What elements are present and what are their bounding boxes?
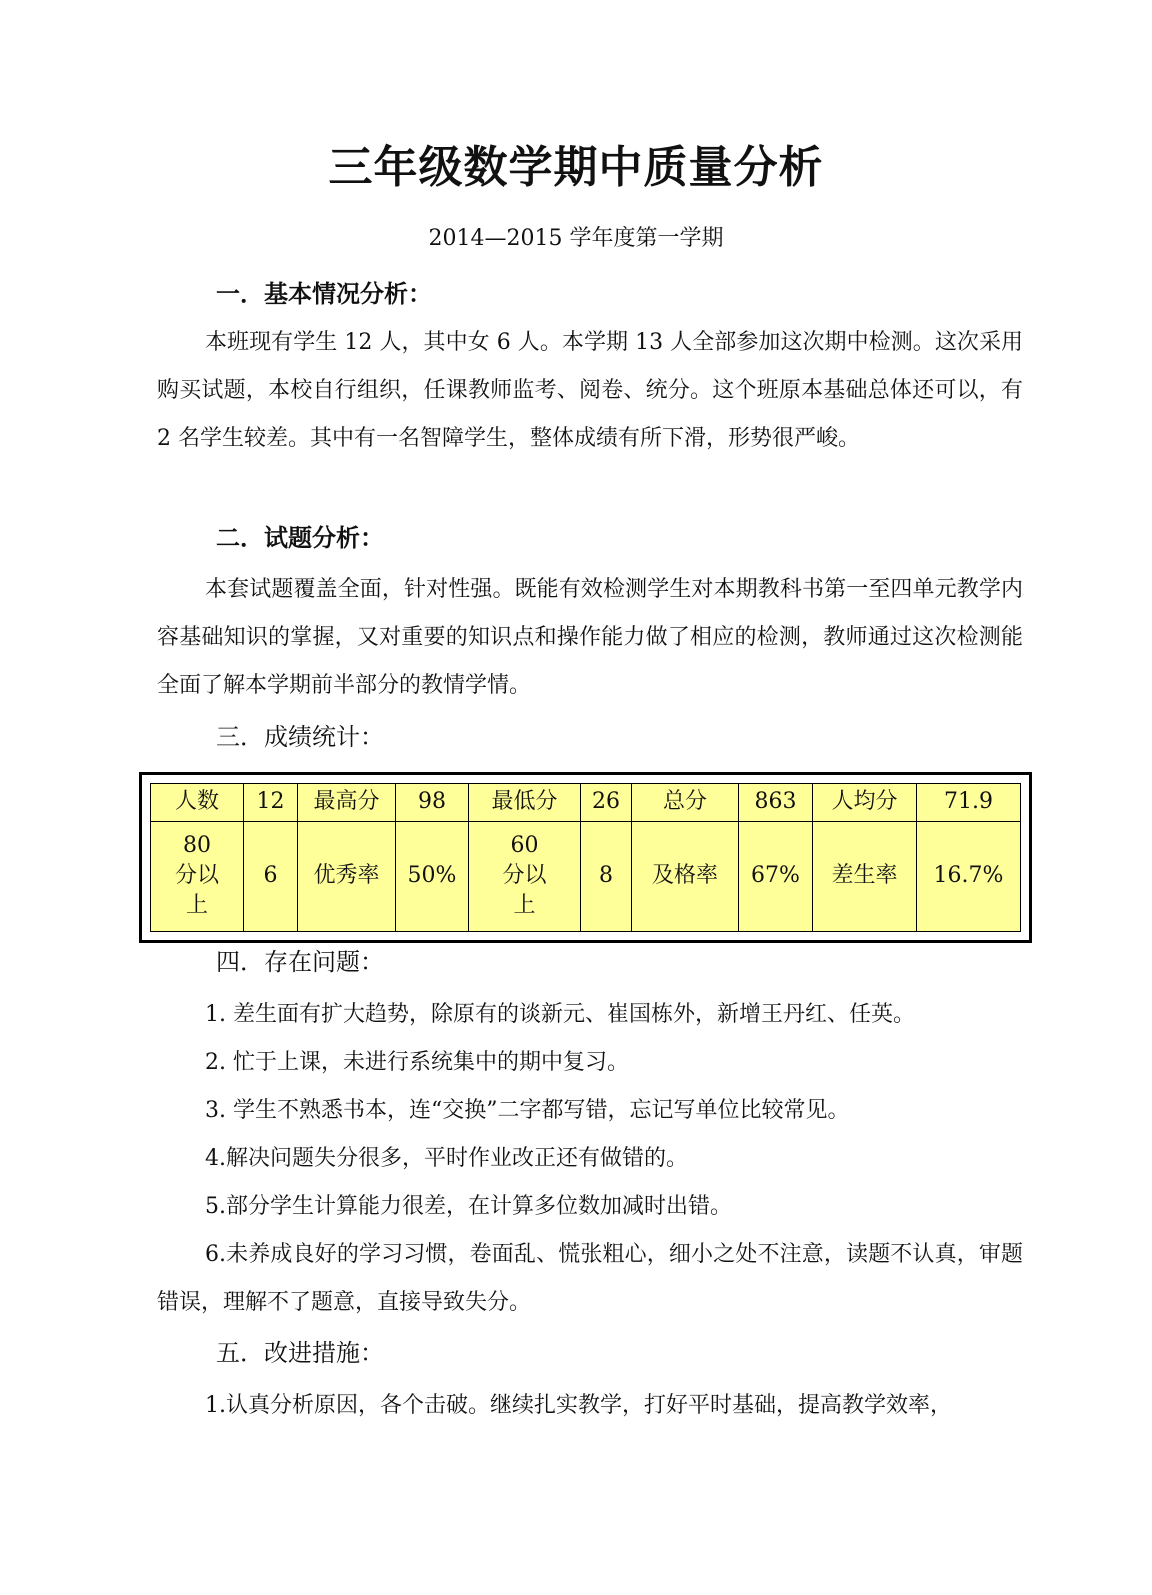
stats-cell: 人均分 (813, 784, 917, 822)
stats-row-1 (151, 784, 1021, 822)
measure-item-1: 1.认真分析原因，各个击破。继续扎实教学，打好平时基础，提高教学效率， (205, 1393, 952, 1418)
stats-cell-text: 80 分以上 (174, 833, 219, 919)
stats-cell: 总分 (632, 784, 739, 822)
stats-cell: 12 (244, 784, 298, 822)
problem-item-1: 1. 差生面有扩大趋势，除原有的谈新元、崔国栋外，新增王丹红、任英。 (205, 1002, 915, 1027)
stats-cell-text: 60 分以上 (502, 833, 547, 919)
stats-cell: 71.9 (917, 784, 1021, 822)
stats-cell: 6 (244, 821, 298, 931)
page-title: 三年级数学期中质量分析 (328, 142, 824, 193)
stats-table-frame (139, 772, 1032, 943)
section-2-paragraph: 本套试题覆盖全面，针对性强。既能有效检测学生对本期教科书第一至四单元教学内容基础知识的掌握，又对重要的知识点和操作能力做了相应的检测，教师通过这次检测能全面了解本学期前半部分的教情学情。 (157, 577, 1023, 698)
problem-item-3: 3. 学生不熟悉书本，连“交换”二字都写错，忘记写单位比较常见。 (205, 1098, 850, 1123)
page-subtitle: 2014—2015 学年度第一学期 (428, 226, 724, 251)
stats-cell: 最低分 (469, 784, 581, 822)
stats-cell: 16.7% (917, 821, 1021, 931)
section-1-paragraph: 本班现有学生 12 人，其中女 6 人。本学期 13 人全部参加这次期中检测。这次采用购买试题，本校自行组织，任课教师监考、阅卷、统分。这个班原本基础总体还可以，有 2 名学生较差。其中有一名智障学生，整体成绩有所下滑，形势很严峻。 (157, 330, 1023, 451)
section-4-heading: 四．存在问题： (216, 948, 384, 976)
problem-item-6: 6.未养成良好的学习习惯，卷面乱、慌张粗心，细小之处不注意，读题不认真，审题错误，理解不了题意，直接导致失分。 (157, 1242, 1023, 1315)
stats-cell: 最高分 (298, 784, 396, 822)
stats-cell (151, 821, 244, 931)
stats-cell: 人数 (151, 784, 244, 822)
stats-cell: 8 (581, 821, 632, 931)
stats-cell: 863 (739, 784, 813, 822)
section-5-heading: 五．改进措施： (216, 1339, 384, 1367)
stats-cell: 及格率 (632, 821, 739, 931)
section-1-heading: 一．基本情况分析： (216, 280, 432, 308)
stats-cell: 26 (581, 784, 632, 822)
problem-item-5: 5.部分学生计算能力很差，在计算多位数加减时出错。 (205, 1194, 732, 1219)
stats-cell: 差生率 (813, 821, 917, 931)
section-3-heading: 三．成绩统计： (216, 723, 384, 751)
section-2-heading: 二．试题分析： (216, 524, 384, 552)
stats-cell: 50% (396, 821, 469, 931)
stats-cell: 98 (396, 784, 469, 822)
stats-cell (469, 821, 581, 931)
problem-item-4: 4.解决问题失分很多，平时作业改正还有做错的。 (205, 1146, 688, 1171)
stats-cell: 优秀率 (298, 821, 396, 931)
stats-row-2 (151, 821, 1021, 931)
stats-cell: 67% (739, 821, 813, 931)
stats-table (150, 783, 1021, 932)
problem-item-2: 2. 忙于上课，未进行系统集中的期中复习。 (205, 1050, 629, 1075)
